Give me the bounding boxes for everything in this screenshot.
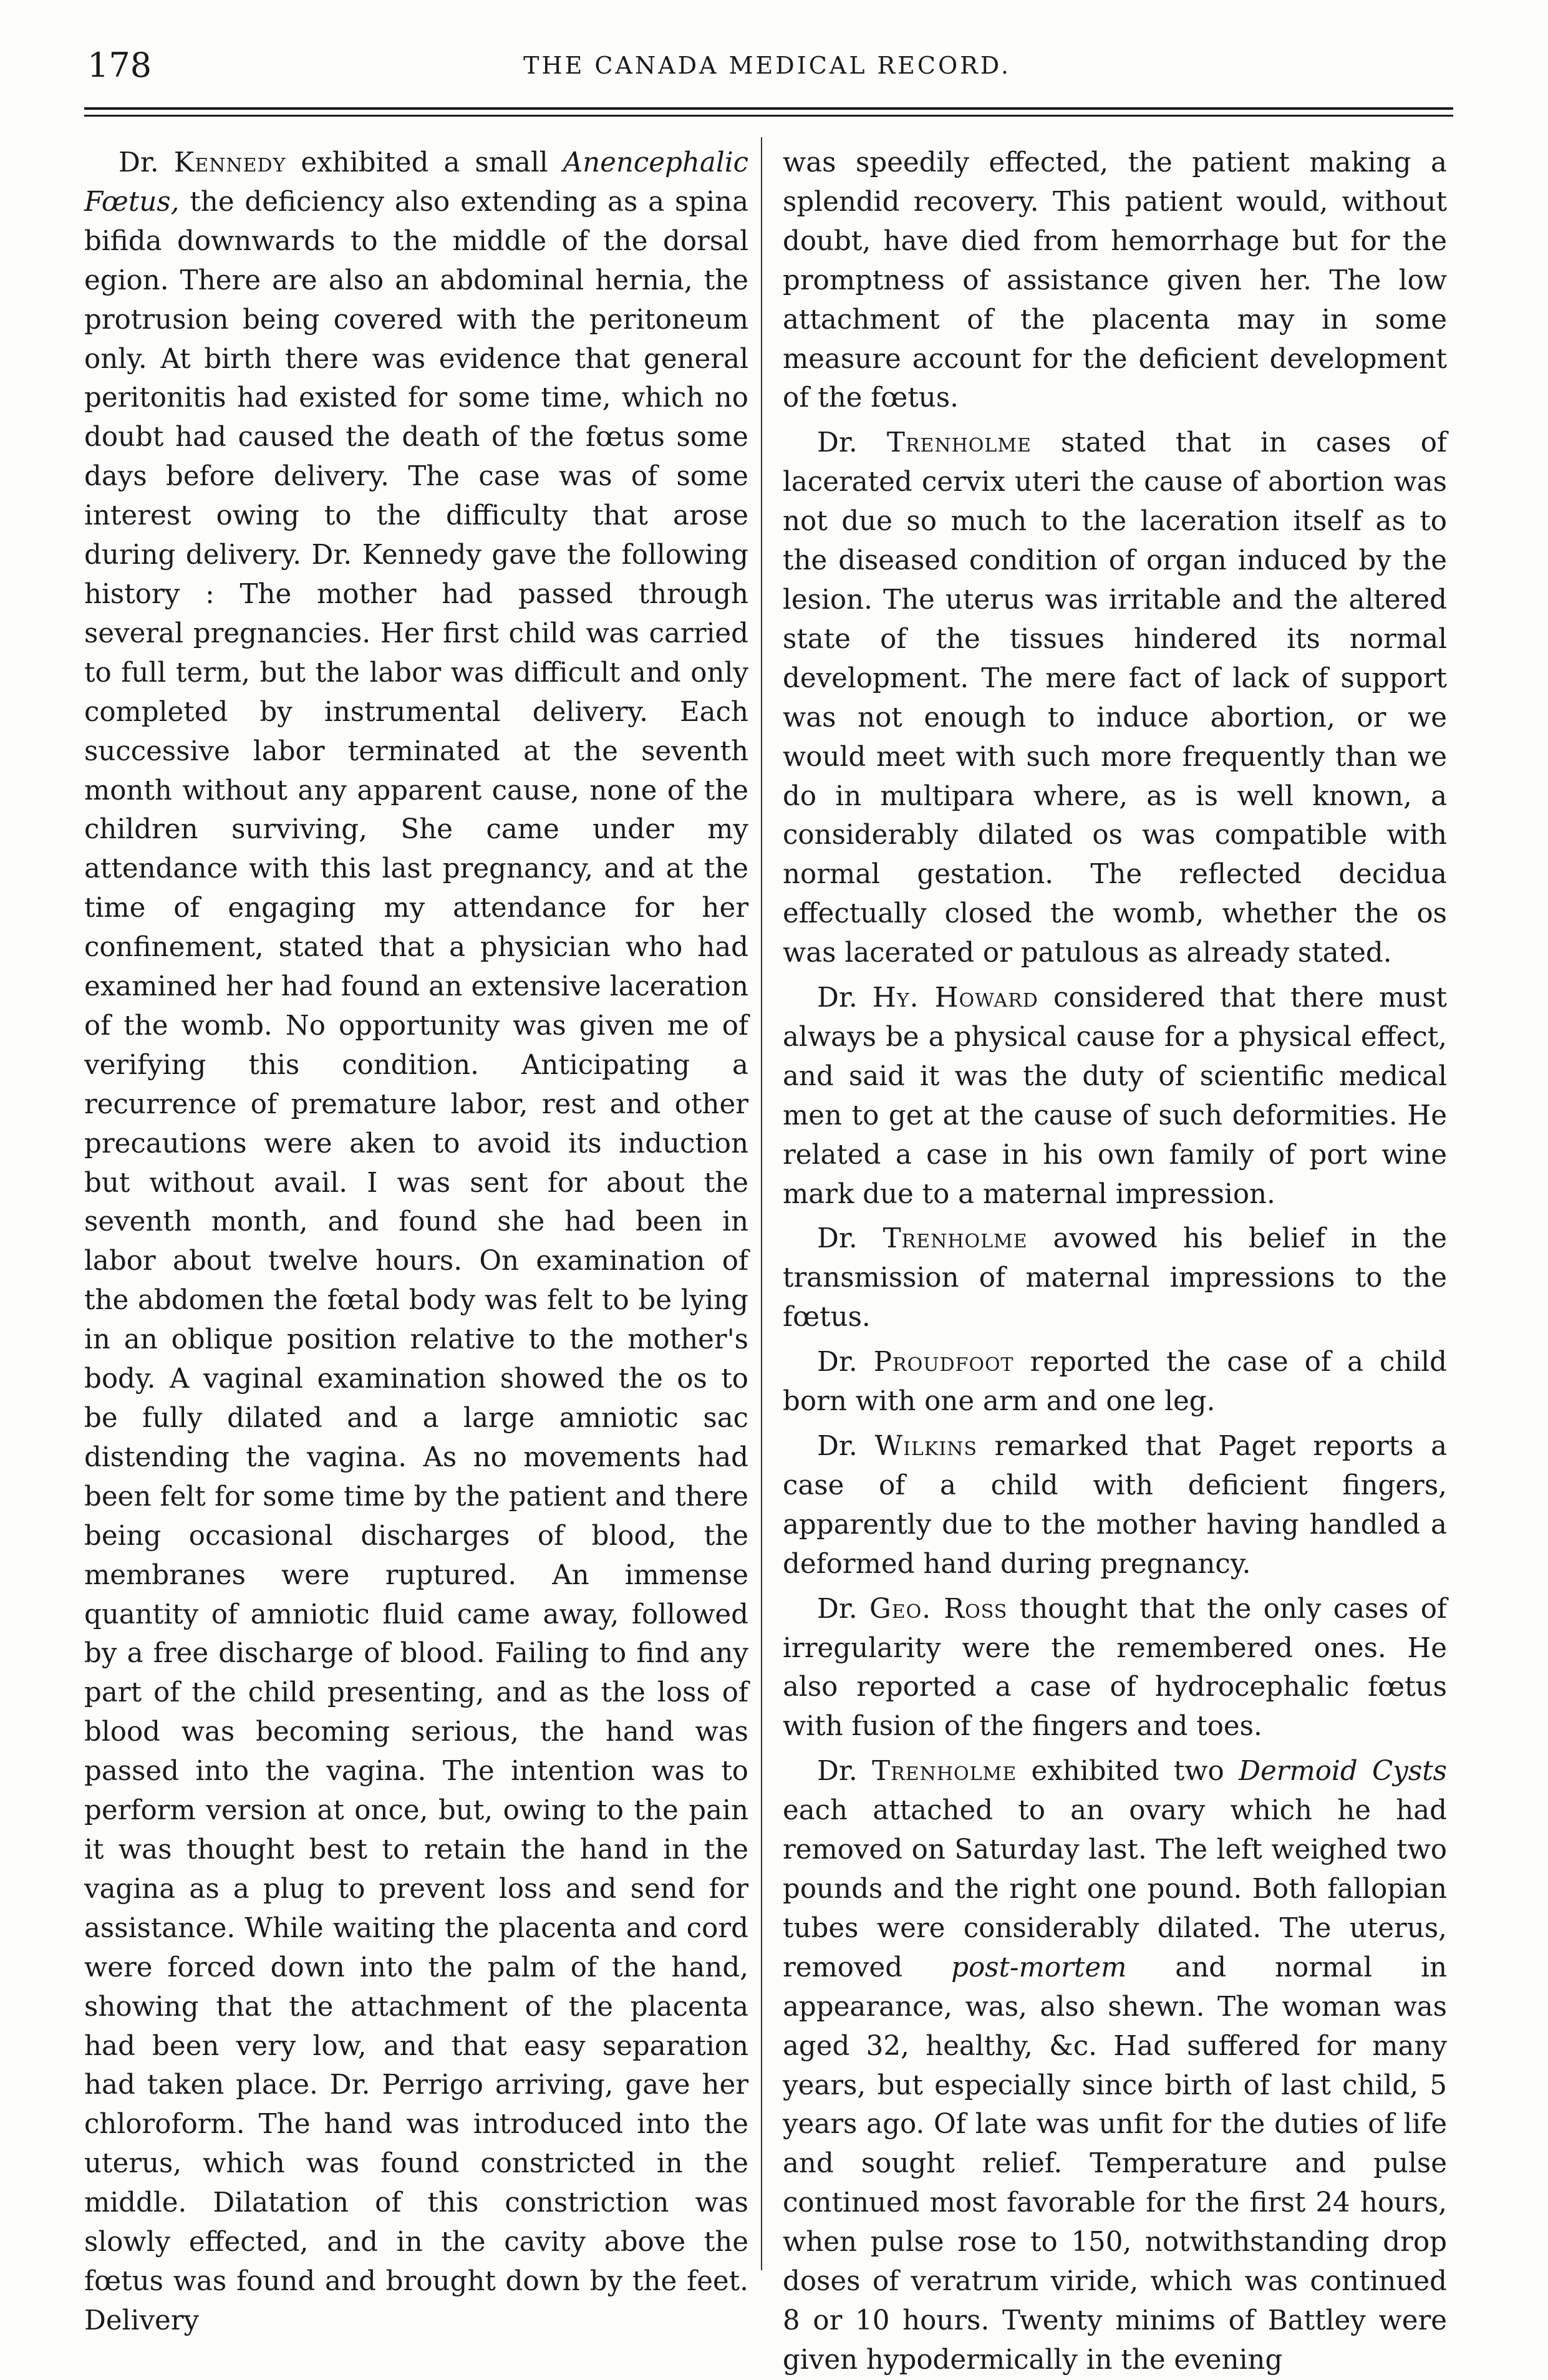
speaker-name: Proudfoot: [873, 1347, 1014, 1378]
paragraph: [783, 1590, 1447, 1747]
page-header: [75, 44, 1459, 87]
right-column: [783, 143, 1447, 2380]
paragraph-text: thought that the only cases of irregularity were the remembered ones. He also reported a case of hydrocephalic fœtus with fusion of the fingers and toes.: [783, 1593, 1447, 1743]
paragraph-text: remarked that Paget reports a case of a child with deficient fingers, apparently due to the mother having handled a deformed hand during pregnancy.: [783, 1431, 1448, 1580]
speaker-name: Hy. Howard: [872, 982, 1038, 1014]
speaker-name: Trenholme: [872, 1756, 1017, 1787]
speaker-prefix: Dr.: [817, 1593, 870, 1625]
speaker-name: Trenholme: [883, 1223, 1028, 1255]
paragraph-text: reported the case of a child born with one arm and one leg.: [783, 1347, 1448, 1418]
left-column: [84, 143, 748, 2341]
speaker-name: Kennedy: [173, 147, 286, 178]
speaker-prefix: Dr.: [817, 982, 873, 1014]
italic-term: Anencephalic Fœtus,: [84, 147, 749, 218]
paragraph: [783, 1752, 1447, 2380]
column-divider: [761, 137, 762, 2270]
page-number: 178: [87, 46, 152, 85]
italic-term: post-mortem: [951, 1952, 1127, 1983]
header-rule-top: [84, 107, 1453, 110]
paragraph: [783, 1343, 1447, 1421]
speaker-prefix: Dr.: [119, 147, 174, 178]
paragraph: [84, 143, 748, 2341]
paragraph-text: avowed his belief in the transmission of maternal impressions to the fœtus.: [783, 1223, 1447, 1333]
paragraph-text: exhibited two: [1017, 1756, 1239, 1787]
speaker-name: Trenholme: [886, 427, 1032, 459]
paragraph-text: and normal in appearance, was, also shewn. The woman was aged 32, healthy, &c. Had suffered for many years, but especially since birth of last child, 5 years ago. Of late was unfit for the duties of life and sought relief. Temperature and pulse continued most favorable for the first 24 hours, when pulse rose to 150, notwithstanding drop doses of veratrum viride, which was continued 8 or 10 hours. Twenty minims of Battley were given hypodermically in the evening: [783, 1952, 1447, 2376]
paragraph-text: was speedily effected, the patient making a splendid recovery. This patient would, without doubt, have died from hemorrhage but for the promptness of assistance given her. The low attachment of the placenta may in some measure account for the deficient development of the fœtus.: [783, 147, 1447, 414]
running-head: THE CANADA MEDICAL RECORD.: [523, 52, 1011, 79]
italic-term: Dermoid Cysts: [1239, 1756, 1447, 1787]
paragraph-text: exhibited a small: [286, 147, 563, 178]
header-rule-bottom: [84, 115, 1453, 117]
paragraph-text: stated that in cases of lacerated cervix uteri the cause of abortion was not due so much to the laceration itself as to the diseased condition of organ induced by the lesion. The uterus was irritable and the altered state of the tissues hindered its normal development. The mere fact of lack of support was not enough to induce abortion, or we would meet with such more frequently than we do in multipara where, as is well known, a considerably dilated os was compatible with normal gestation. The reflected decidua effectually closed the womb, whether the os was lacerated or patulous as already stated.: [783, 427, 1448, 969]
speaker-name: Wilkins: [874, 1431, 977, 1462]
speaker-prefix: Dr.: [817, 427, 887, 459]
speaker-prefix: Dr.: [817, 1431, 875, 1462]
paragraph-text: considered that there must always be a physical cause for a physical effect, and said it was the duty of scientific medical men to get at the cause of such deformities. He related a case in his own family of port wine mark due to a maternal impression.: [783, 982, 1448, 1210]
speaker-prefix: Dr.: [817, 1223, 883, 1255]
paragraph: [783, 423, 1447, 973]
speaker-prefix: Dr.: [817, 1347, 874, 1378]
speaker-prefix: Dr.: [817, 1756, 873, 1787]
paragraph-text: the deficiency also extending as a spina bifida downwards to the middle of the dorsal egion. There are also an abdominal hernia, the protrusion being covered with the peritoneum only. At birth there was evidence that general peritonitis had existed for some time, which no doubt had caused the death of the fœtus some days before delivery. The case was of some interest owing to the difficulty that arose during delivery. Dr. Kennedy gave the following history : The mother had passed through several pregnancies. Her first child was carried to full term, but the labor was difficult and only completed by instrumental delivery. Each successive labor terminated at the seventh month without any apparent cause, none of the children surviving, She came under my attendance with this last pregnancy, and at the time of engaging my attendance for her confinement, stated that a physician who had examined her had found an extensive laceration of the womb. No opportunity was given me of verifying this condition. Anticipating a recurrence of premature labor, rest and other precautions were aken to avoid its induction but without avail. I was sent for about the seventh month, and found she had been in labor about twelve hours. On examination of the abdomen the fœtal body was felt to be lying in an oblique position relative to the mother's body. A vaginal examination showed the os to be fully dilated and a large amniotic sac distending the vagina. As no movements had been felt for some time by the patient and there being occasional discharges of blood, the membranes were ruptured. An immense quantity of amniotic fluid came away, followed by a free discharge of blood. Failing to find any part of the child presenting, and as the loss of blood was becoming serious, the hand was passed into the vagina. The intention was to perform version at once, but, owing to the pain it was thought best to retain the hand in the vagina as a plug to prevent loss and send for assistance. While waiting the placenta and cord were forced down into the palm of the hand, showing that the attachment of the placenta had been very low, and that easy separation had taken place. Dr. Perrigo arriving, gave her chloroform. The hand was introduced into the uterus, which was found constricted in the middle. Dilatation of this constriction was slowly effected, and in the cavity above the fœtus was found and brought down by the feet. Delivery: [84, 186, 748, 2336]
paragraph: [783, 143, 1447, 418]
paragraph: [783, 979, 1447, 1214]
paragraph: [783, 1219, 1447, 1337]
paragraph-text: each attached to an ovary which he had removed on Saturday last. The left weighed two pounds and the right one pound. Both fallopian tubes were considerably dilated. The uterus, removed: [783, 1795, 1447, 1983]
speaker-name: Geo. Ross: [869, 1593, 1008, 1625]
paragraph: [783, 1427, 1447, 1584]
